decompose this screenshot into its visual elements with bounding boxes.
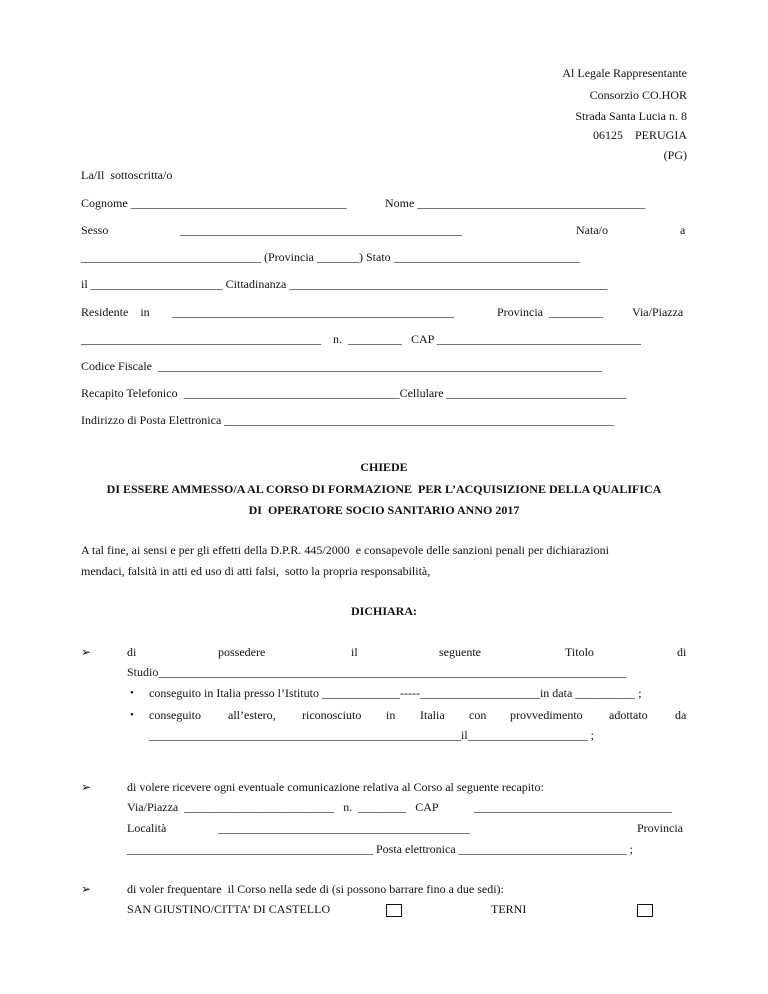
conseguito-italia-field[interactable]: conseguito in Italia presso l’Istituto _____________-----____________________in data __________ ;: [149, 686, 642, 700]
recapito-intro: di volere ricevere ogni eventuale comunicazione relativa al Corso al seguente recapito:: [127, 780, 544, 794]
sottoscritto-label: La/Il sottoscritta/o: [81, 168, 173, 182]
estero-word: conseguito: [149, 708, 201, 722]
conseguito-estero-field[interactable]: ____________________________________________________il____________________ ;: [149, 728, 595, 742]
via-piazza-label: Via/Piazza: [632, 305, 684, 319]
chiede-heading: CHIEDE: [360, 460, 408, 474]
posta-elettronica-field[interactable]: _________________________________________ Posta elettronica ____________________________ ;: [127, 842, 633, 856]
recapito-telefonico-field[interactable]: Recapito Telefonico ____________________________________Cellulare ______________________________: [81, 386, 627, 400]
nome-field[interactable]: Nome ______________________________________: [385, 196, 646, 210]
estero-word: da: [675, 708, 687, 722]
estero-word: all’estero,: [228, 708, 276, 722]
titolo-word: di: [677, 645, 687, 659]
estero-word: provvedimento: [510, 708, 583, 722]
estero-word: in: [386, 708, 396, 722]
email-field[interactable]: Indirizzo di Posta Elettronica _________________________________________________________________: [81, 413, 615, 427]
estero-word: Italia: [420, 708, 445, 722]
estero-word: adottato: [609, 708, 648, 722]
recapito-via-field[interactable]: Via/Piazza _________________________ n. ________ CAP: [127, 800, 439, 814]
luogo-nascita-field[interactable]: ______________________________ (Provincia _______) Stato _______________________________: [81, 250, 580, 264]
dichiara-heading: DICHIARA:: [351, 604, 417, 618]
sede-san-giustino-checkbox[interactable]: [386, 904, 402, 917]
arrow-bullet-icon: ➢: [81, 645, 92, 659]
recipient-line-4: 06125 PERUGIA: [592, 128, 687, 142]
sesso-label: Sesso: [81, 223, 109, 237]
nato-label: Nata/o: [576, 223, 608, 237]
data-cittadinanza-field[interactable]: il ______________________ Cittadinanza _____________________________________________________: [81, 277, 608, 291]
arrow-bullet-icon: ➢: [81, 780, 92, 794]
titolo-word: di: [127, 645, 137, 659]
localita-label: Località: [127, 821, 167, 835]
nato-a-label: a: [680, 223, 686, 237]
titolo-studio-field[interactable]: Studio______________________________________________________________________________: [127, 665, 627, 679]
qualifica-heading: DI OPERATORE SOCIO SANITARIO ANNO 2017: [248, 503, 520, 517]
recipient-line-3: Strada Santa Lucia n. 8: [575, 109, 687, 123]
recapito-provincia-label: Provincia: [637, 821, 683, 835]
sede-option-label: TERNI: [491, 902, 527, 916]
sesso-field[interactable]: _______________________________________________: [180, 223, 462, 237]
arrow-bullet-icon: ➢: [81, 882, 92, 896]
intro-line-1: A tal fine, ai sensi e per gli effetti della D.P.R. 445/2000 e consapevole delle sanzioni penali per dichiarazioni: [81, 543, 609, 557]
bullet-dot-icon: •: [130, 687, 134, 699]
sede-terni-checkbox[interactable]: [637, 904, 653, 917]
recipient-line-2: Consorzio CO.HOR: [589, 88, 687, 102]
residente-field[interactable]: _______________________________________________: [172, 305, 454, 319]
bullet-dot-icon: •: [130, 709, 134, 721]
sede-intro: di voler frequentare il Corso nella sede di (si possono barrare fino a due sedi):: [127, 882, 504, 896]
titolo-word: possedere: [218, 645, 266, 659]
estero-word: con: [469, 708, 487, 722]
titolo-word: il: [351, 645, 358, 659]
provincia-field[interactable]: Provincia _________: [497, 305, 603, 319]
residente-label: Residente in: [81, 305, 150, 319]
ammissione-heading: DI ESSERE AMMESSO/A AL CORSO DI FORMAZIONE PER L’ACQUISIZIONE DELLA QUALIFICA: [106, 482, 662, 496]
localita-field[interactable]: __________________________________________: [218, 821, 470, 835]
recapito-cap-field[interactable]: _________________________________: [474, 800, 672, 814]
cognome-field[interactable]: Cognome ____________________________________: [81, 196, 347, 210]
codice-fiscale-field[interactable]: Codice Fiscale __________________________________________________________________________: [81, 359, 602, 373]
intro-line-2: mendaci, falsità in atti ed uso di atti falsi, sotto la propria responsabilità,: [81, 564, 431, 578]
titolo-word: Titolo: [565, 645, 594, 659]
estero-word: riconosciuto: [302, 708, 362, 722]
titolo-word: seguente: [439, 645, 481, 659]
indirizzo-field[interactable]: ________________________________________ n. _________ CAP __________________________________: [81, 332, 641, 346]
recipient-line-5: (PG): [663, 148, 687, 162]
sede-option-label: SAN GIUSTINO/CITTA’ DI CASTELLO: [127, 902, 331, 916]
recipient-line-1: Al Legale Rappresentante: [562, 66, 687, 80]
